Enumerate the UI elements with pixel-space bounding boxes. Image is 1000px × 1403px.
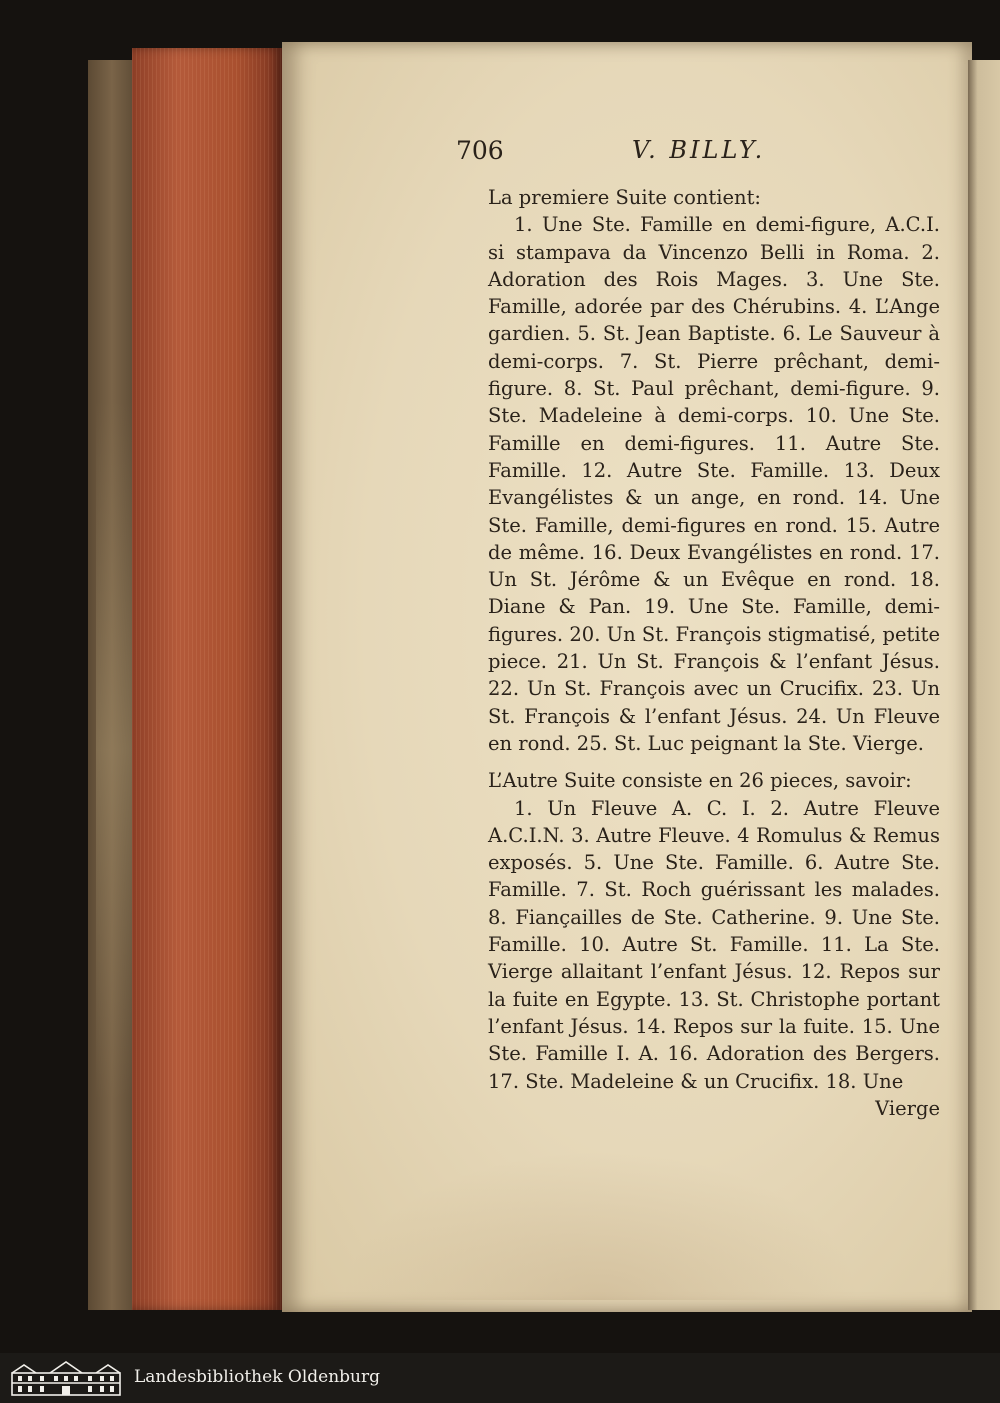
section-heading-first-suite: La premiere Suite contient:: [488, 186, 761, 209]
page-body: [488, 184, 940, 1122]
library-name: Landesbibliothek Oldenburg: [134, 1367, 381, 1387]
paragraph-gap: [488, 757, 940, 767]
page-number: 706: [456, 136, 504, 165]
water-stain: [340, 1150, 860, 1300]
library-building-icon: [10, 1359, 122, 1397]
second-suite-list: 1. Un Fleuve A. C. I. 2. Autre Fleuve A.C.I.N. 3. Autre Fleuve. 4 Romulus & Remus exposés. 5. Une Ste. Famille. 6. Autre Ste. Famille. 7. St. Roch guérissant les malades. 8. Fiançailles de Ste. Catherine. 9. Une Ste. Famille. 10. Autre St. Famille. 11. La Ste. Vierge allaitant l’enfant Jésus. 12. Repos sur la fuite en Egypte. 13. St. Christophe portant l’enfant Jésus. 14. Repos sur la fuite. 15. Une Ste. Famille I. A. 16. Adoration des Bergers. 17. Ste. Madeleine & un Crucifix. 18. Une: [488, 796, 940, 1093]
section-heading-second-suite: L’Autre Suite consiste en 26 pieces, savoir:: [488, 769, 912, 793]
cover-highlight: [96, 400, 136, 1100]
page-header: [456, 136, 786, 176]
footer-bar: [0, 1353, 1000, 1403]
facing-page-edge: [968, 60, 1000, 1310]
page-edges: [132, 48, 282, 1310]
catchword: Vierge: [875, 1096, 940, 1120]
first-suite-list: 1. Une Ste. Famille en demi-figure, A.C.I. si stampava da Vincenzo Belli in Roma. 2. Adoration des Rois Mages. 3. Une Ste. Famille, adorée par des Chérubins. 4. L’Ange gardien. 5. St. Jean Baptiste. 6. Le Sauveur à demi-corps. 7. St. Pierre prêchant, demi-figure. 8. St. Paul prêchant, demi-figure. 9. Ste. Madeleine à demi-corps. 10. Une Ste. Famille en demi-figures. 11. Autre Ste. Famille. 12. Autre Ste. Famille. 13. Deux Evangélistes & un ange, en rond. 14. Une Ste. Famille, demi-figures en rond. 15. Autre de même. 16. Deux Evangélistes en rond. 17. Un St. Jérôme & un Evêque en rond. 18. Diane & Pan. 19. Une Ste. Famille, demi-figures. 20. Un St. François stigmatisé, petite piece. 21. Un St. François & l’enfant Jésus. 22. Un St. François avec un Crucifix. 23. Un St. François & l’enfant Jésus. 24. Un Fleuve en rond. 25. St. Luc peignant la Ste. Vierge.: [488, 213, 940, 755]
running-head: V. BILLY.: [632, 136, 766, 164]
